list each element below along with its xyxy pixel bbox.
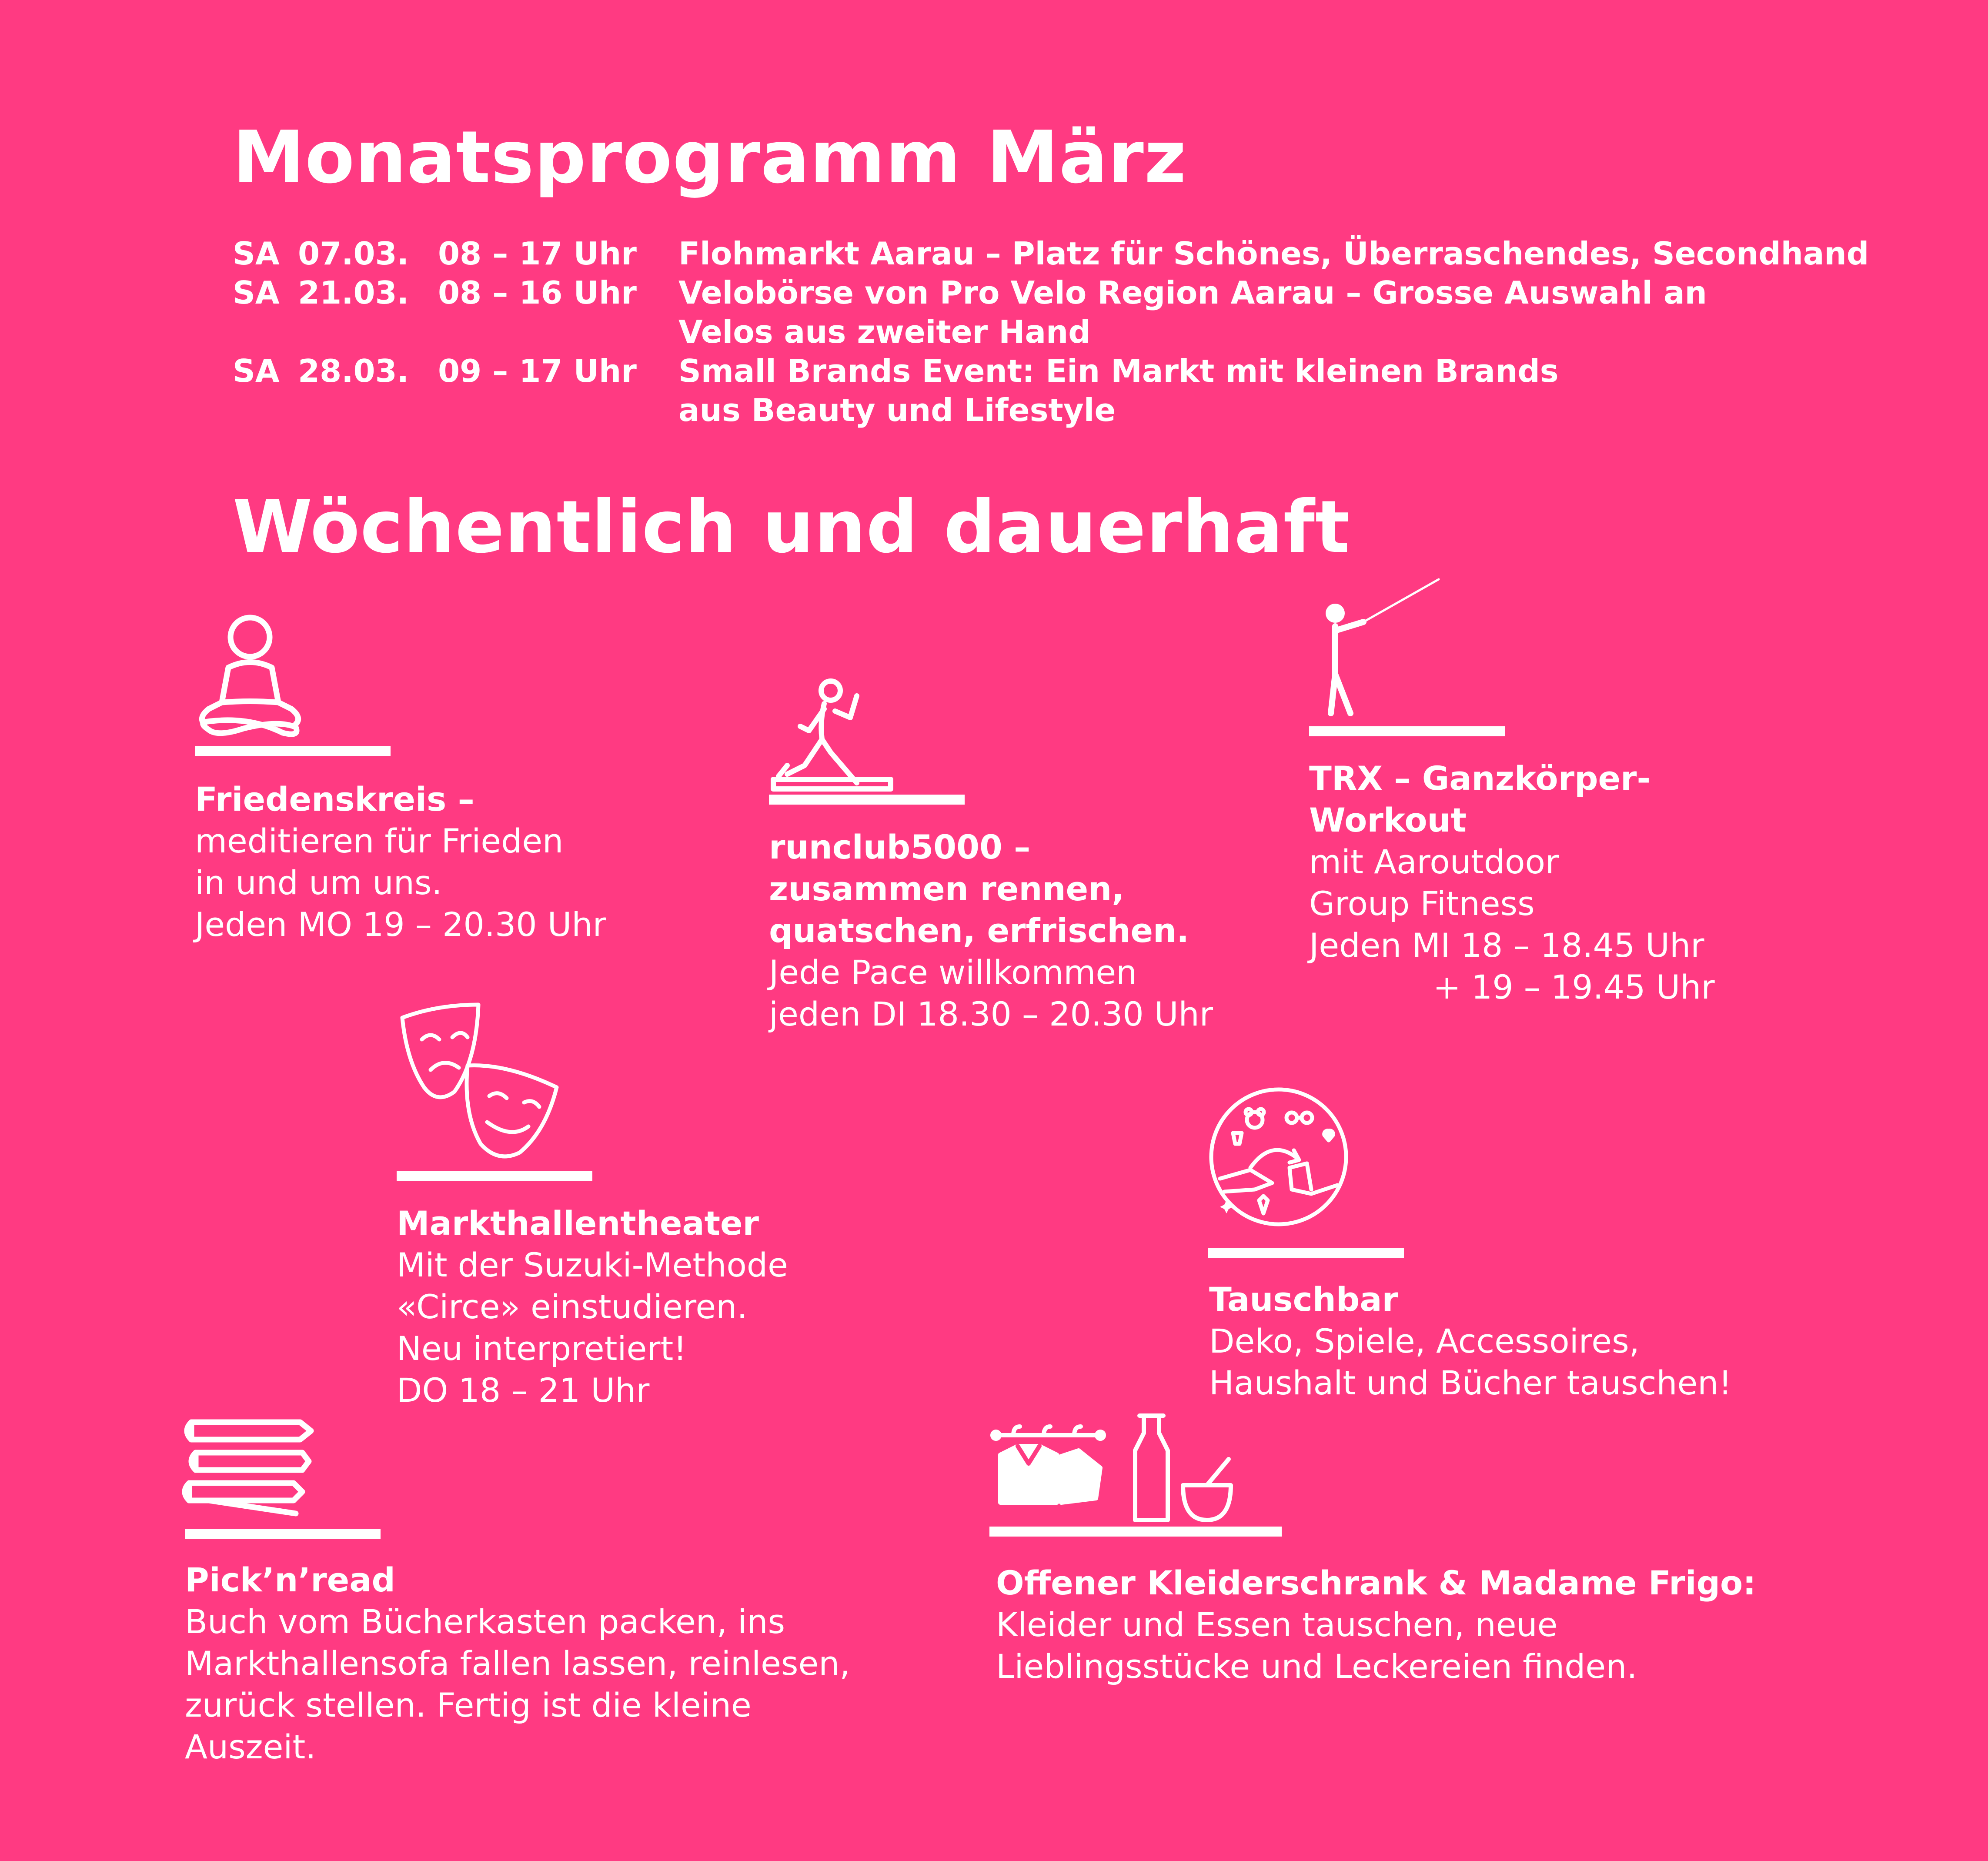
card-text: meditieren für Frieden: [195, 822, 564, 860]
event-description: Velos aus zweiter Hand: [678, 314, 1091, 350]
wardrobe-fridge-icon: [987, 1411, 1292, 1524]
card-text: + 19 – 19.45 Uhr: [1433, 968, 1715, 1006]
event-description: Flohmarkt Aarau – Platz für Schönes, Überraschendes, Secondhand: [678, 235, 1869, 272]
event-time: 09 – 17 Uhr: [438, 353, 637, 389]
card-text: Mit der Suzuki-Methode: [397, 1246, 788, 1284]
event-description: aus Beauty und Lifestyle: [678, 392, 1116, 428]
card-runclub: [769, 826, 1213, 1035]
event-time: 08 – 16 Uhr: [438, 274, 637, 311]
card-text: zurück stellen. Fertig ist die kleine: [185, 1686, 752, 1724]
card-text: Deko, Spiele, Accessoires,: [1209, 1322, 1640, 1360]
card-text: mit Aaroutdoor: [1309, 842, 1559, 881]
card-title: zusammen rennen,: [769, 869, 1125, 908]
divider: [989, 1527, 1282, 1537]
card-text: jeden DI 18.30 – 20.30 Uhr: [769, 995, 1213, 1033]
card-title: Friedenskreis –: [195, 780, 474, 819]
event-day: SA: [233, 353, 280, 389]
card-title: TRX – Ganzkörper-: [1309, 759, 1651, 798]
event-description: Small Brands Event: Ein Markt mit kleinen Brands: [678, 353, 1559, 389]
divider: [185, 1529, 381, 1539]
card-theater: [397, 1203, 788, 1411]
books-icon: [183, 1413, 313, 1518]
event-date: 28.03.: [298, 353, 409, 389]
monthly-title: Monatsprogramm März: [233, 116, 1187, 200]
card-text: Jeden MO 19 – 20.30 Uhr: [195, 905, 606, 944]
card-text: Haushalt und Bücher tauschen!: [1209, 1363, 1732, 1402]
card-text: DO 18 – 21 Uhr: [397, 1371, 650, 1410]
card-text: Lieblingsstücke und Leckereien finden.: [996, 1647, 1637, 1686]
card-tauschbar: [1209, 1279, 1732, 1404]
card-title: Pick’n’read: [185, 1560, 395, 1599]
card-text: Auszeit.: [185, 1727, 316, 1766]
card-title: quatschen, erfrischen.: [769, 911, 1189, 950]
card-text: Kleider und Essen tauschen, neue: [996, 1605, 1558, 1644]
event-day: SA: [233, 274, 280, 311]
card-text: Buch vom Bücherkasten packen, ins: [185, 1602, 785, 1641]
weekly-title: Wöchentlich und dauerhaft: [233, 485, 1350, 569]
event-day: SA: [233, 235, 280, 272]
card-text: Group Fitness: [1309, 884, 1535, 923]
meditation-icon: [191, 613, 309, 739]
divider: [397, 1171, 592, 1181]
trx-icon: [1318, 574, 1457, 718]
card-text: in und um uns.: [195, 863, 442, 902]
card-text: Jeden MI 18 – 18.45 Uhr: [1309, 926, 1704, 965]
card-title: Markthallentheater: [397, 1204, 759, 1243]
divider: [1208, 1248, 1404, 1258]
card-text: Jede Pace willkommen: [769, 953, 1137, 992]
card-title: Workout: [1309, 801, 1467, 839]
event-date: 21.03.: [298, 274, 409, 311]
card-trx: [1309, 758, 1715, 1008]
card-title: Offener Kleiderschrank & Madame Frigo:: [996, 1564, 1756, 1602]
card-text: «Circe» einstudieren.: [397, 1287, 748, 1326]
card-title: Tauschbar: [1209, 1280, 1398, 1319]
card-title: runclub5000 –: [769, 828, 1031, 866]
theater-masks-icon: [398, 1000, 559, 1161]
card-kleiderschrank: [996, 1562, 1756, 1687]
event-description: Velobörse von Pro Velo Region Aarau – Grosse Auswahl an: [678, 274, 1707, 311]
event-date: 07.03.: [298, 235, 409, 272]
card-text: Neu interpretiert!: [397, 1329, 687, 1368]
divider: [769, 795, 965, 805]
swap-icon: [1207, 1085, 1350, 1229]
runner-icon: [770, 678, 905, 792]
divider: [195, 746, 391, 756]
card-friedenskreis: [195, 778, 606, 946]
divider: [1309, 726, 1505, 736]
card-text: Markthallensofa fallen lassen, reinlesen,: [185, 1644, 850, 1683]
card-picknread: [185, 1559, 850, 1768]
event-time: 08 – 17 Uhr: [438, 235, 637, 272]
